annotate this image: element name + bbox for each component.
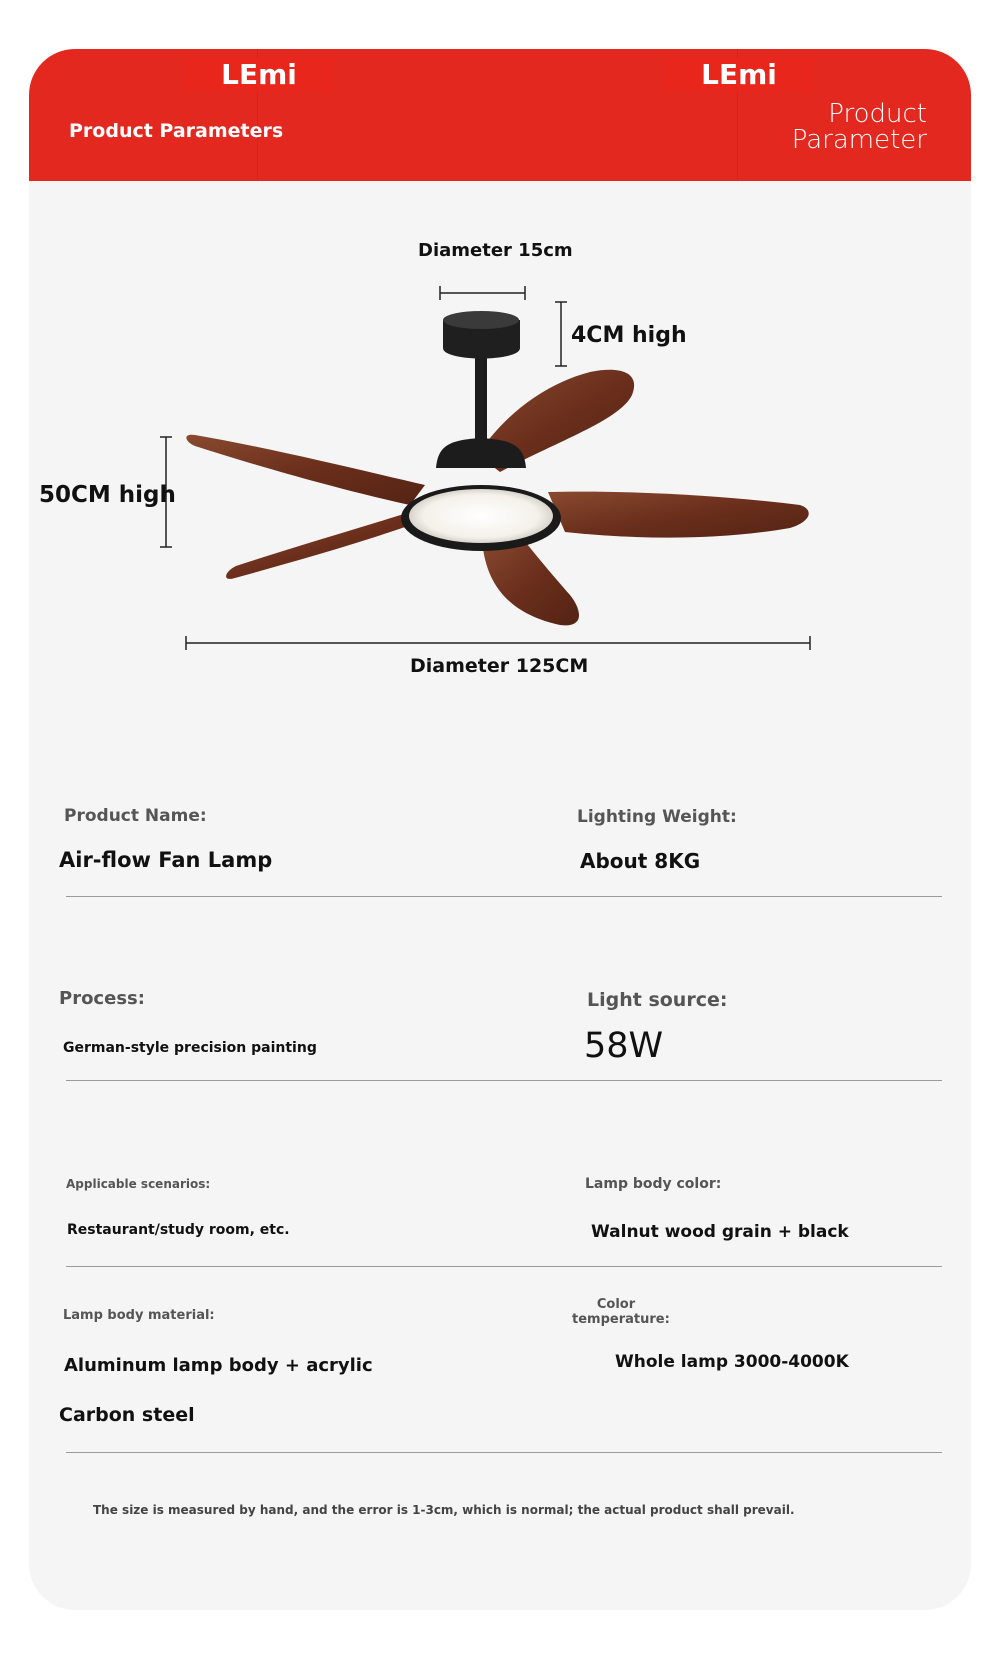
divider [66,1452,942,1453]
divider [66,1266,942,1267]
dim-top-height: 4CM high [571,323,687,348]
dim-span-diameter: Diameter 125CM [410,655,589,677]
brand-logo-right: LEmi [664,58,814,92]
product-name-value: Air-flow Fan Lamp [59,848,273,872]
temperature-label [572,1297,670,1327]
color-label: Lamp body color: [585,1176,722,1192]
light-source-label: Light source: [587,989,728,1011]
divider [66,896,942,897]
header-subtitle-line2: Parameter [791,125,927,155]
material-label: Lamp body material: [63,1308,215,1323]
temperature-value: Whole lamp 3000-4000K [615,1352,849,1372]
dim-body-height: 50CM high [39,482,176,508]
temperature-label-line2: temperature: [572,1312,670,1327]
temperature-label-line1: Color [596,1297,636,1312]
weight-label: Lighting Weight: [577,807,737,827]
dim-top-diameter: Diameter 15cm [418,240,573,261]
product-name-label: Product Name: [64,806,207,826]
brand-logo-left: LEmi [184,58,334,92]
process-label: Process: [59,988,145,1009]
process-value: German-style precision painting [63,1040,317,1056]
footnote: The size is measured by hand, and the error is 1-3cm, which is normal; the actual product shall prevail. [93,1503,795,1517]
light-source-value: 58W [584,1026,664,1066]
material-value-1: Aluminum lamp body + acrylic [64,1355,373,1376]
divider [66,1080,942,1081]
weight-value: About 8KG [580,849,701,873]
header-subtitle-line1: Product [828,99,927,129]
scenarios-label: Applicable scenarios: [66,1177,211,1191]
scenarios-value: Restaurant/study room, etc. [67,1222,290,1238]
material-value-2: Carbon steel [59,1404,195,1426]
header-title: Product Parameters [69,120,284,142]
color-value: Walnut wood grain + black [591,1222,849,1242]
